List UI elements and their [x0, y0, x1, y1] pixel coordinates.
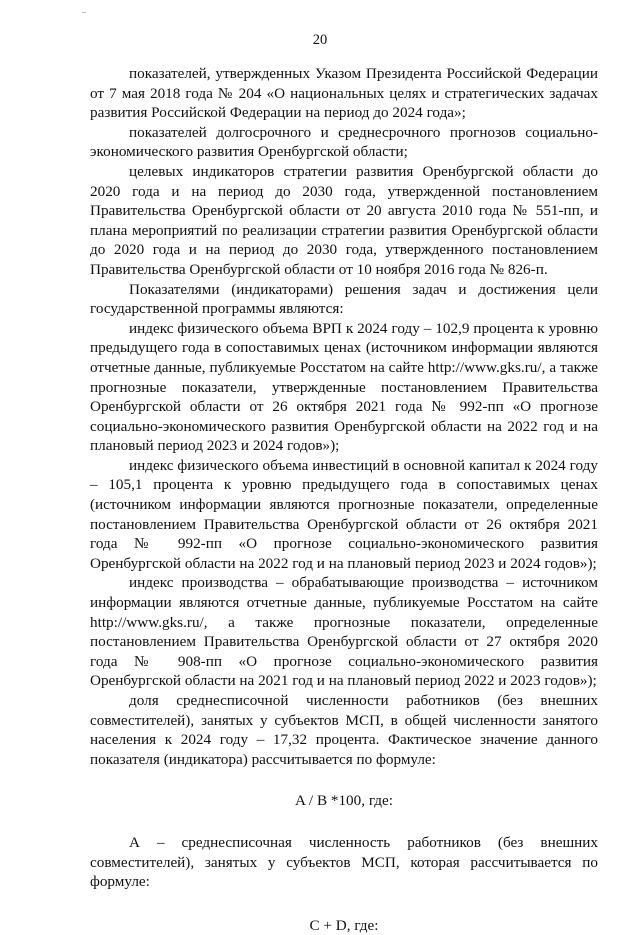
paragraph-grp-index: индекс физического объема ВРП к 2024 году – 102,9 процента к уровню предыдущего года в сопоставимых ценах (источником информации являются отчетные данные, публикуемые Росстатом на сайте http://www.gks.ru/, а также прогнозные показатели, утвержденные постановлением Правительства Оренбургской области от 26 октября 2021 года № 992-пп «О прогнозе социально-экономического развития Оренбургской области на 2022 год и на плановый период 2023 и 2024 годов»);: [90, 319, 598, 455]
page-number: 20: [312, 32, 328, 48]
paragraph-forecast-indicators: показателей долгосрочного и среднесрочного прогнозов социально-экономического развития Оренбургской области;: [90, 123, 598, 161]
document-body: [90, 64, 598, 935]
paragraph-strategy-targets: целевых индикаторов стратегии развития Оренбургской области до 2020 года и на период до 2030 года, утвержденной постановлением Правительства Оренбургской области от 20 августа 2010 года № 551-пп, и плана мероприятий по реализации стратегии развития Оренбургской области до 2020 года и на период до 2030 года, утвержденного постановлением Правительства Оренбургской области от 10 ноября 2016 года № 826-п.: [90, 162, 598, 278]
paragraph-decree-indicators: показателей, утвержденных Указом Президента Российской Федерации от 7 мая 2018 года № 204 «О национальных целях и стратегических задачах развития Российской Федерации на период до 2024 года»;: [90, 65, 598, 122]
formula-a-over-b: A / B *100, где:: [295, 792, 393, 810]
formula-c-plus-d: C + D, где:: [309, 916, 379, 934]
paragraph-investment-index: индекс физического объема инвестиций в основной капитал к 2024 году – 105,1 процента к уровню предыдущего года в сопоставимых ценах (источником информации являются прогнозные показатели, определенные постановлением Правительства Оренбургской области от 26 октября 2021 года № 992-пп «О прогнозе социально-экономического развития Оренбургской области на 2022 год и на плановый период 2023 и 2024 годов»);: [90, 456, 598, 572]
paragraph-production-index: индекс производства – обрабатывающие производства – источником информации являются отчетные данные, публикуемые Росстатом на сайте http://www.gks.ru/, а также прогнозные показатели, определенные постановлением Правительства Оренбургской области от 27 октября 2020 года № 908-пп «О прогнозе социально-экономического развития Оренбургской области на 2021 год и на плановый период 2022 и 2023 годов»);: [90, 574, 598, 690]
paragraph-indicators-intro: Показателями (индикаторами) решения задач и достижения цели государственной программы являются:: [90, 280, 598, 318]
paragraph-definition-a: А – среднесписочная численность работников (без внешних совместителей), занятых у субъектов МСП, которая рассчитывается по формуле:: [90, 833, 598, 891]
scan-margin-mark: [82, 12, 86, 13]
paragraph-sme-employment-share: доля среднесписочной численности работников (без внешних совместителей), занятых у субъектов МСП, в общей численности занятого населения к 2024 году – 17,32 процента. Фактическое значение данного показателя (индикатора) рассчитывается по формуле:: [90, 692, 598, 768]
